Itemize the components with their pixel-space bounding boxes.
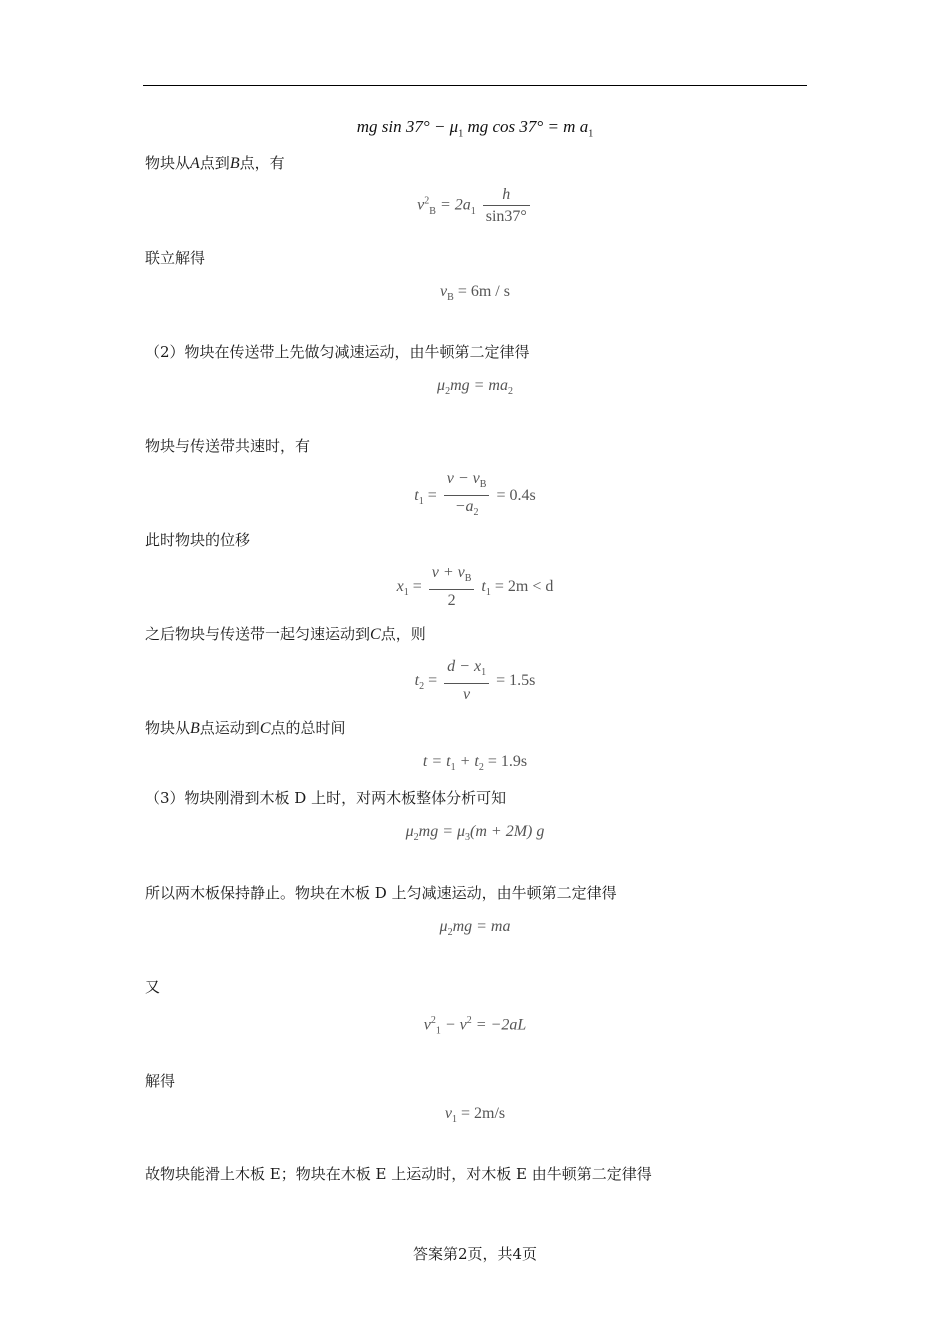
text-uniform-to-c: 之后物块与传送带一起匀速运动到C点，则 xyxy=(145,625,426,643)
text-board-e: 故物块能滑上木板 E；物块在木板 E 上运动时，对木板 E 由牛顿第二定律得 xyxy=(145,1165,652,1183)
equation-total-t: $t = t_1 + t_2 = 1.9s$ xyxy=(422,753,528,774)
text-board-d: 所以两木板保持静止。物块在木板 D 上匀减速运动，由牛顿第二定律得 xyxy=(145,884,617,902)
text-a-to-b: 物块从A点到B点，有 xyxy=(145,154,285,172)
text-displacement: 此时物块的位移 xyxy=(145,531,251,549)
text-also: 又 xyxy=(145,978,161,996)
equation-vb-squared: $v^2_B = 2a_1$ $\frac{h}{\sin 37^\circ}$ xyxy=(0,186,950,226)
fraction-x1: $\frac{v + v_B}{2}$ xyxy=(429,564,475,610)
text-part-3: （3）物块刚滑到木板 D 上时，对两木板整体分析可知 xyxy=(145,789,507,807)
equation-kinematics: $v^2_1 - v^2 = -2aL$ xyxy=(423,1015,527,1037)
equation-mu2: $\mu_2mg = ma_2$ xyxy=(437,377,513,398)
fraction-t1: $\frac{v - v_B}{-a_2}$ xyxy=(444,470,490,522)
equation-boards-static: $\mu_2mg = \mu_3(m + 2M)$ g xyxy=(405,823,545,844)
equation-t1: $t_1$ = $\frac{v - v_B}{-a_2}$ = 0.4s xyxy=(0,470,950,522)
text-solve-1: 联立解得 xyxy=(145,249,206,267)
page-footer: 答案第2页，共4页 xyxy=(412,1245,538,1263)
fraction-t2: $\frac{d - x_1}{v}$ xyxy=(444,658,489,704)
equation-mu2-ma: $\mu_2mg$ = ma xyxy=(439,918,511,939)
header-rule xyxy=(143,85,807,86)
equation-t2: $t_2$ = $\frac{d - x_1}{v}$ = 1.5s xyxy=(414,658,536,704)
text-solve-2: 解得 xyxy=(145,1072,176,1090)
text-common-speed: 物块与传送带共速时，有 xyxy=(145,437,311,455)
text-part-2: （2）物块在传送带上先做匀减速运动，由牛顿第二定律得 xyxy=(145,343,530,361)
equation-vb-value: $v_B = 6m / s$ xyxy=(440,283,510,304)
text-total-time: 物块从B点运动到C点的总时间 xyxy=(145,719,346,737)
equation-v1: $v_1 = 2m/s$ xyxy=(444,1105,506,1126)
equation-newton-incline: mg $\sin 37^\circ - \mu_1$ mg cos 37° = m $a_1$ xyxy=(356,117,594,140)
equation-x1: $x_1$ = $\frac{v + v_B}{2}$ $t_1 = 2m < d$ xyxy=(396,564,554,610)
fraction-h-over-sin: $\frac{h}{\sin 37^\circ}$ xyxy=(483,186,530,226)
